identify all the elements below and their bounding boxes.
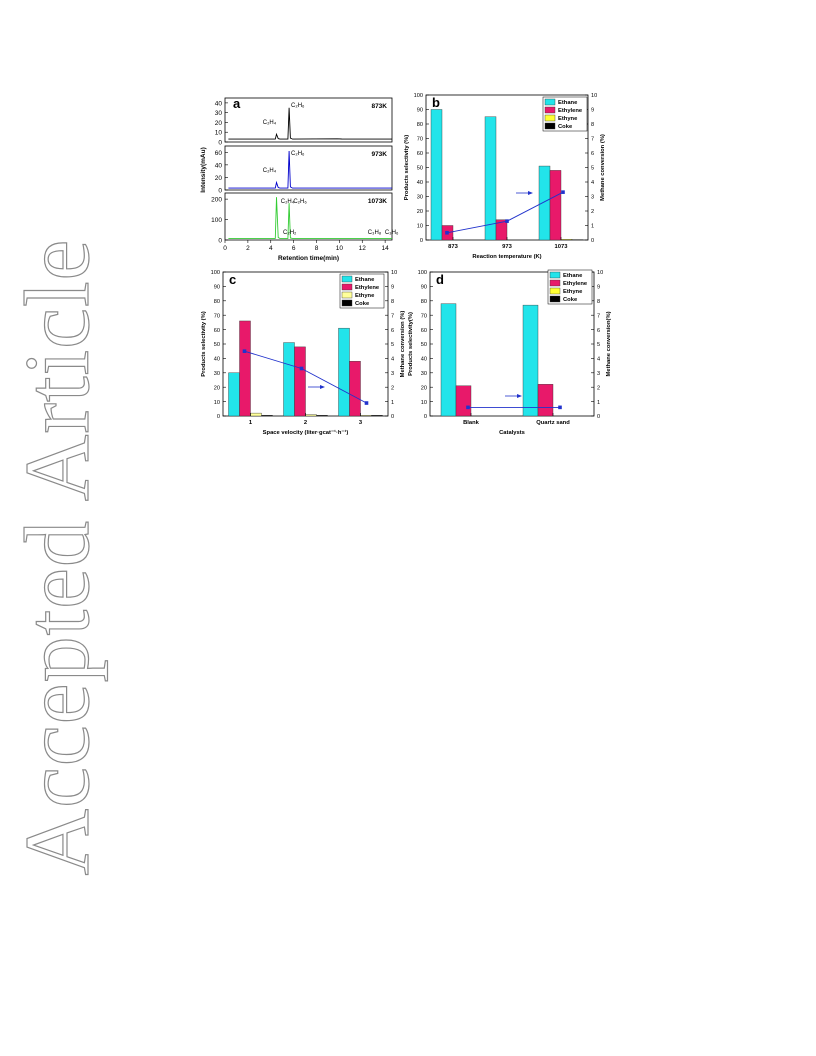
- y-tick-label: 10: [214, 129, 222, 137]
- y2-tick-label: 3: [591, 194, 595, 201]
- right-axis-arrow-head: [320, 385, 325, 389]
- x-tick-label: 0: [223, 245, 227, 252]
- y2-tick-label: 10: [591, 93, 598, 100]
- x-tick-label: Blank: [463, 420, 479, 426]
- y2-tick-label: 8: [391, 299, 395, 305]
- y2-tick-label: 9: [591, 107, 595, 114]
- bar-ethane-973: [485, 117, 496, 240]
- x-axis-label: Catalysts: [499, 430, 525, 436]
- legend-label: Coke: [355, 301, 370, 307]
- x-tick-label: 8: [314, 245, 319, 252]
- y-tick-label: 30: [213, 371, 220, 377]
- y2-tick-label: 8: [591, 122, 595, 129]
- y2-tick-label: 5: [391, 342, 395, 349]
- chromatogram-panel-a: [196, 92, 404, 264]
- y2-tick-label: 6: [591, 151, 595, 158]
- bar-ethane-1: [229, 373, 240, 416]
- y-tick-label: 50: [213, 342, 220, 349]
- y-tick-label: 20: [416, 209, 423, 216]
- y-tick-label: 30: [420, 371, 427, 377]
- legend-label: Ethyne: [355, 293, 375, 299]
- y2-tick-label: 7: [597, 313, 601, 320]
- bar-ethylene-Blank: [456, 386, 471, 416]
- y-tick-label: 40: [420, 356, 427, 363]
- peak-label: C₂H₆: [291, 103, 305, 109]
- y-axis-label: Products selectivity(%): [408, 312, 414, 376]
- bar-ethane-Quartz sand: [523, 305, 538, 416]
- y-axis-label: Products selectivity (%): [201, 311, 207, 377]
- y-tick-label: 0: [419, 238, 423, 245]
- y-tick-label: 50: [416, 165, 423, 172]
- x-tick-label: 10: [335, 245, 344, 252]
- y-tick-label: 0: [218, 187, 222, 195]
- x-tick-label: 6: [291, 245, 296, 252]
- y-tick-label: 100: [211, 217, 222, 225]
- y2-tick-label: 8: [597, 299, 601, 305]
- x-axis-label: Space velocity (liter·gcat⁻¹·h⁻¹): [262, 430, 349, 436]
- bar-ethylene-1: [240, 321, 251, 416]
- bar-ethylene-3: [350, 361, 361, 416]
- temperature-label: 1073K: [367, 198, 387, 205]
- x-tick-label: 12: [358, 245, 366, 252]
- y-tick-label: 0: [218, 237, 222, 245]
- space-velocity-bar-chart-panel-c: [196, 266, 404, 444]
- chromatogram-trace-873K: [228, 108, 392, 139]
- y-tick-label: 0: [216, 414, 220, 421]
- methane-conversion-point: [300, 367, 304, 371]
- y-tick-label: 70: [420, 313, 427, 320]
- plot-frame: [225, 146, 392, 190]
- y2-tick-label: 3: [597, 371, 601, 377]
- y2-tick-label: 4: [597, 356, 601, 363]
- x-tick-label: 3: [358, 420, 363, 426]
- y-tick-label: 20: [214, 174, 222, 182]
- y-tick-label: 40: [416, 180, 423, 187]
- y-tick-label: 20: [420, 385, 427, 392]
- y2-tick-label: 1: [591, 223, 595, 230]
- methane-conversion-point: [466, 406, 470, 410]
- y2-tick-label: 10: [391, 270, 398, 277]
- bar-ethane-3: [339, 328, 350, 416]
- y-tick-label: 50: [420, 342, 427, 349]
- y2-tick-label: 4: [591, 180, 595, 187]
- x-tick-label: 1073: [554, 244, 568, 250]
- legend-swatch-ethylene: [545, 107, 555, 113]
- y-tick-label: 0: [423, 414, 427, 421]
- y2-tick-label: 2: [597, 385, 601, 392]
- peak-label: C₃H₈: [367, 230, 382, 236]
- y2-tick-label: 10: [597, 270, 604, 277]
- y-tick-label: 80: [420, 299, 427, 305]
- y2-axis-label: Methane conversion(%): [606, 311, 612, 377]
- y-tick-label: 70: [213, 313, 220, 320]
- y2-tick-label: 9: [597, 284, 601, 291]
- catalyst-bar-chart-panel-d: [403, 266, 612, 444]
- legend-swatch-ethane: [342, 276, 352, 282]
- y-tick-label: 20: [213, 385, 220, 392]
- peak-label: C₃H₆: [384, 230, 399, 236]
- bar-ethyne-1073: [561, 239, 572, 240]
- accepted-article-watermark: Accepted Article: [6, 238, 108, 876]
- y2-tick-label: 9: [391, 284, 395, 291]
- y2-tick-label: 0: [391, 414, 395, 421]
- y-tick-label: 100: [210, 270, 220, 277]
- x-tick-label: Quartz sand: [536, 420, 570, 426]
- y-axis-label: Intensity(mAu): [200, 147, 207, 193]
- bar-ethyne-3: [361, 415, 372, 416]
- y2-tick-label: 6: [597, 327, 601, 334]
- bar-coke-1: [262, 415, 273, 416]
- y-tick-label: 80: [416, 122, 423, 129]
- y-axis-label: Products selectivity (%): [404, 134, 410, 201]
- y-tick-label: 200: [211, 196, 222, 204]
- y-tick-label: 10: [420, 399, 427, 406]
- legend-label: Ethane: [563, 273, 583, 279]
- chromatogram-trace-973K: [228, 151, 392, 188]
- legend-swatch-coke: [342, 300, 352, 306]
- panel-letter: a: [233, 96, 241, 111]
- y2-tick-label: 7: [591, 136, 595, 143]
- panel-letter: c: [229, 272, 237, 287]
- plot-frame: [225, 98, 392, 142]
- y-tick-label: 30: [416, 194, 423, 201]
- bar-ethyne-1: [251, 413, 262, 416]
- y-tick-label: 90: [213, 284, 220, 291]
- methane-conversion-point: [243, 349, 247, 353]
- bar-ethane-873: [431, 110, 442, 241]
- legend-swatch-ethylene: [550, 280, 560, 286]
- y2-tick-label: 4: [391, 356, 395, 363]
- x-tick-label: 873: [448, 244, 458, 250]
- legend-swatch-ethylene: [342, 284, 352, 290]
- legend-label: Coke: [563, 297, 578, 303]
- y2-tick-label: 2: [591, 209, 595, 216]
- y-tick-label: 90: [416, 107, 423, 114]
- y-tick-label: 70: [416, 136, 423, 143]
- x-axis-label: Reaction temperature (K): [472, 254, 542, 260]
- bar-ethane-2: [284, 343, 295, 416]
- y-tick-label: 60: [213, 327, 220, 334]
- y-tick-label: 90: [420, 284, 427, 291]
- bar-ethylene-1073: [550, 170, 561, 240]
- legend-label: Coke: [558, 124, 573, 130]
- methane-conversion-point: [445, 231, 449, 235]
- y2-tick-label: 7: [391, 313, 395, 320]
- legend-label: Ethane: [558, 100, 578, 106]
- legend-label: Ethylene: [355, 285, 380, 291]
- y2-tick-label: 3: [391, 371, 395, 377]
- y-tick-label: 60: [416, 151, 423, 158]
- x-tick-label: 1: [248, 420, 253, 426]
- y-tick-label: 60: [420, 327, 427, 334]
- peak-label: C₂H₆: [291, 151, 305, 157]
- bar-ethane-Blank: [441, 304, 456, 416]
- peak-label: C₂H₄: [262, 120, 277, 126]
- y-tick-label: 40: [214, 162, 222, 170]
- methane-conversion-point: [561, 190, 565, 194]
- methane-conversion-point: [558, 406, 562, 410]
- legend-label: Ethylene: [563, 281, 588, 287]
- legend-swatch-ethyne: [550, 288, 560, 294]
- legend-label: Ethyne: [563, 289, 583, 295]
- y2-tick-label: 1: [597, 399, 601, 406]
- legend-label: Ethane: [355, 277, 375, 283]
- temperature-bar-chart-panel-b: [403, 92, 606, 264]
- methane-conversion-point: [505, 219, 509, 223]
- y-tick-label: 100: [413, 93, 423, 100]
- legend-label: Ethylene: [558, 108, 583, 114]
- y-tick-label: 100: [417, 270, 427, 277]
- y-tick-label: 40: [214, 100, 222, 108]
- bar-ethylene-2: [295, 347, 306, 416]
- legend-swatch-ethyne: [342, 292, 352, 298]
- x-tick-label: 973: [502, 244, 512, 250]
- bar-coke-2: [317, 415, 328, 416]
- legend-swatch-coke: [545, 123, 555, 129]
- y2-tick-label: 0: [597, 414, 601, 421]
- y-tick-label: 0: [218, 139, 222, 147]
- y-tick-label: 10: [213, 399, 220, 406]
- panel-letter: d: [436, 272, 444, 287]
- x-tick-label: 2: [246, 245, 250, 252]
- peak-label: C₂H₂: [283, 230, 297, 236]
- legend-swatch-ethyne: [545, 115, 555, 121]
- x-tick-label: 2: [303, 420, 308, 426]
- y-tick-label: 60: [214, 149, 222, 157]
- y-tick-label: 80: [213, 299, 220, 305]
- y2-axis-label: Methane conversion (%): [400, 310, 406, 378]
- legend-swatch-coke: [550, 296, 560, 302]
- y-tick-label: 40: [213, 356, 220, 363]
- bar-ethylene-Quartz sand: [538, 384, 553, 416]
- y2-tick-label: 5: [597, 342, 601, 349]
- bar-ethyne-2: [306, 415, 317, 416]
- y2-tick-label: 6: [391, 327, 395, 334]
- legend-label: Ethyne: [558, 116, 578, 122]
- bar-ethane-1073: [539, 166, 550, 240]
- right-axis-arrow-head: [517, 394, 522, 398]
- temperature-label: 873K: [371, 103, 387, 110]
- peak-label: C₂H₄: [280, 199, 295, 205]
- panel-letter: b: [432, 95, 440, 110]
- y-tick-label: 20: [214, 119, 222, 127]
- y-tick-label: 10: [416, 223, 423, 230]
- bar-coke-3: [372, 415, 383, 416]
- y-tick-label: 30: [214, 110, 222, 118]
- y2-tick-label: 0: [591, 238, 595, 245]
- right-axis-arrow-head: [528, 191, 533, 195]
- methane-conversion-point: [365, 401, 369, 405]
- peak-label: C₂H₆: [293, 199, 307, 205]
- y2-tick-label: 1: [391, 399, 395, 406]
- legend-swatch-ethane: [545, 99, 555, 105]
- y2-tick-label: 2: [391, 385, 395, 392]
- legend-swatch-ethane: [550, 272, 560, 278]
- x-tick-label: 14: [381, 245, 389, 252]
- y2-axis-label: Methane conversion (%): [600, 134, 606, 201]
- y2-tick-label: 5: [591, 165, 595, 172]
- x-axis-label: Retention time(min): [277, 255, 340, 262]
- peak-label: C₂H₄: [262, 168, 277, 174]
- temperature-label: 973K: [371, 151, 387, 158]
- x-tick-label: 4: [268, 245, 273, 252]
